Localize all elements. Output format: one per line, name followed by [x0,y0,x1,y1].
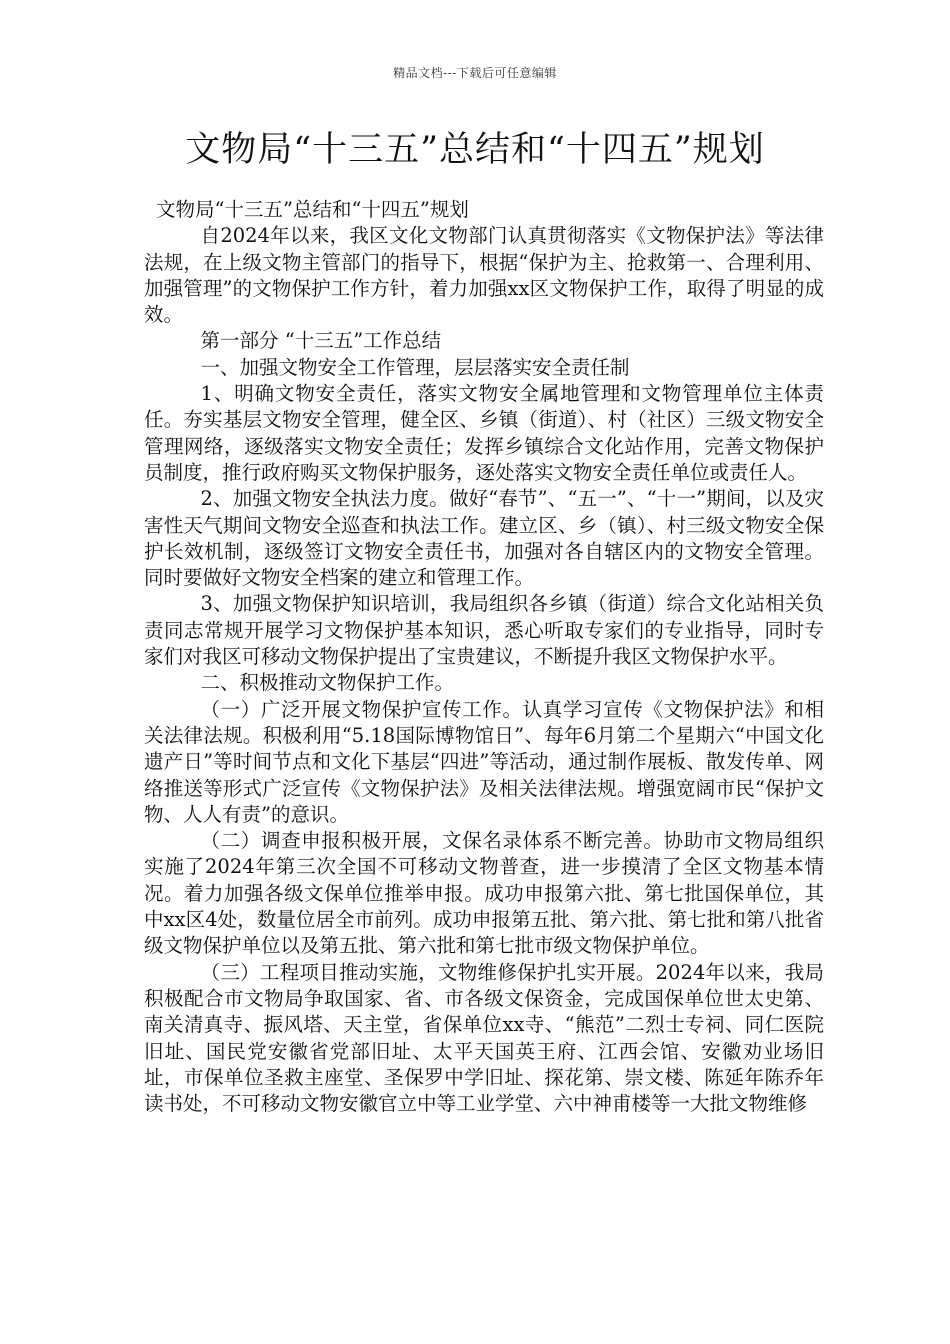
paragraph-survey: （二）调查申报积极开展，文保名录体系不断完善。协助市文物局组织实施了2024年第三次全国不可移动文物普查，进一步摸清了全区文物基本情况。着力加强各级文保单位推举申报。成功申报第六批、第七批国保单位，其中xx区4处，数量位居全市前列。成功申报第五批、第六批、第七批和第八批省级文物保护单位以及第五批、第六批和第七批市级文物保护单位。 [144,829,824,958]
document-body [144,197,824,1117]
header-note: 精品文档---下载后可任意编辑 [393,66,557,80]
document-title: 文物局“十三五”总结和“十四五”规划 [185,130,765,170]
document-subtitle: 文物局“十三五”总结和“十四五”规划 [156,198,469,221]
paragraph-publicity: （一）广泛开展文物保护宣传工作。认真学习宣传《文物保护法》和相关法律法规。积极利用“5.18国际博物馆日”、每年6月第二个星期六“中国文化遗产日”等时间节点和文化下基层“四进”等活动，通过制作展板、散发传单、网络推送等形式广泛宣传《文物保护法》及相关法律法规。增强宽阔市民“保护文物、人人有责”的意识。 [144,697,824,826]
section-heading-protection: 二、积极推动文物保护工作。 [200,671,455,695]
paragraph-intro: 自2024年以来，我区文化文物部门认真贯彻落实《文物保护法》等法律法规，在上级文物主管部门的指导下，根据“保护为主、抢救第一、合理利用、加强管理”的文物保护工作方针，着力加强xx区文物保护工作，取得了明显的成效。 [144,224,824,327]
paragraph-safety-enforcement: 2、加强文物安全执法力度。做好“春节”、“五一”、“十一”期间，以及灾害性天气期间文物安全巡查和执法工作。建立区、乡（镇）、村三级文物安全保护长效机制，逐级签订文物安全责任书，加强对各自辖区内的文物安全管理。同时要做好文物安全档案的建立和管理工作。 [144,487,824,590]
paragraph-projects: （三）工程项目推动实施，文物维修保护扎实开展。2024年以来，我局积极配合市文物局争取国家、省、市各级文保资金，完成国保单位世太史第、南关清真寺、振风塔、天主堂，省保单位xx寺、“熊范”二烈士专祠、同仁医院旧址、国民党安徽省党部旧址、太平天国英王府、江西会馆、安徽劝业场旧址，市保单位圣救主座堂、圣保罗中学旧址、探花第、崇文楼、陈延年陈乔年读书处，不可移动文物安徽官立中等工业学堂、六中神甫楼等一大批文物维修 [144,960,824,1116]
section-heading-safety: 一、加强文物安全工作管理，层层落实安全责任制 [200,355,630,379]
paragraph-training: 3、加强文物保护知识培训，我局组织各乡镇（街道）综合文化站相关负责同志常规开展学习文物保护基本知识，悉心听取专家们的专业指导，同时专家们对我区可移动文物保护提出了宝贵建议，不断提升我区文物保护水平。 [144,592,824,669]
section-heading-part-one: 第一部分 “十三五”工作总结 [200,329,442,353]
paragraph-safety-responsibility: 1、明确文物安全责任，落实文物安全属地管理和文物管理单位主体责任。夯实基层文物安全管理，健全区、乡镇（街道）、村（社区）三级文物安全管理网络，逐级落实文物安全责任；发挥乡镇综合文化站作用，完善文物保护员制度，推行政府购买文物保护服务，逐处落实文物安全责任单位或责任人。 [144,382,824,484]
